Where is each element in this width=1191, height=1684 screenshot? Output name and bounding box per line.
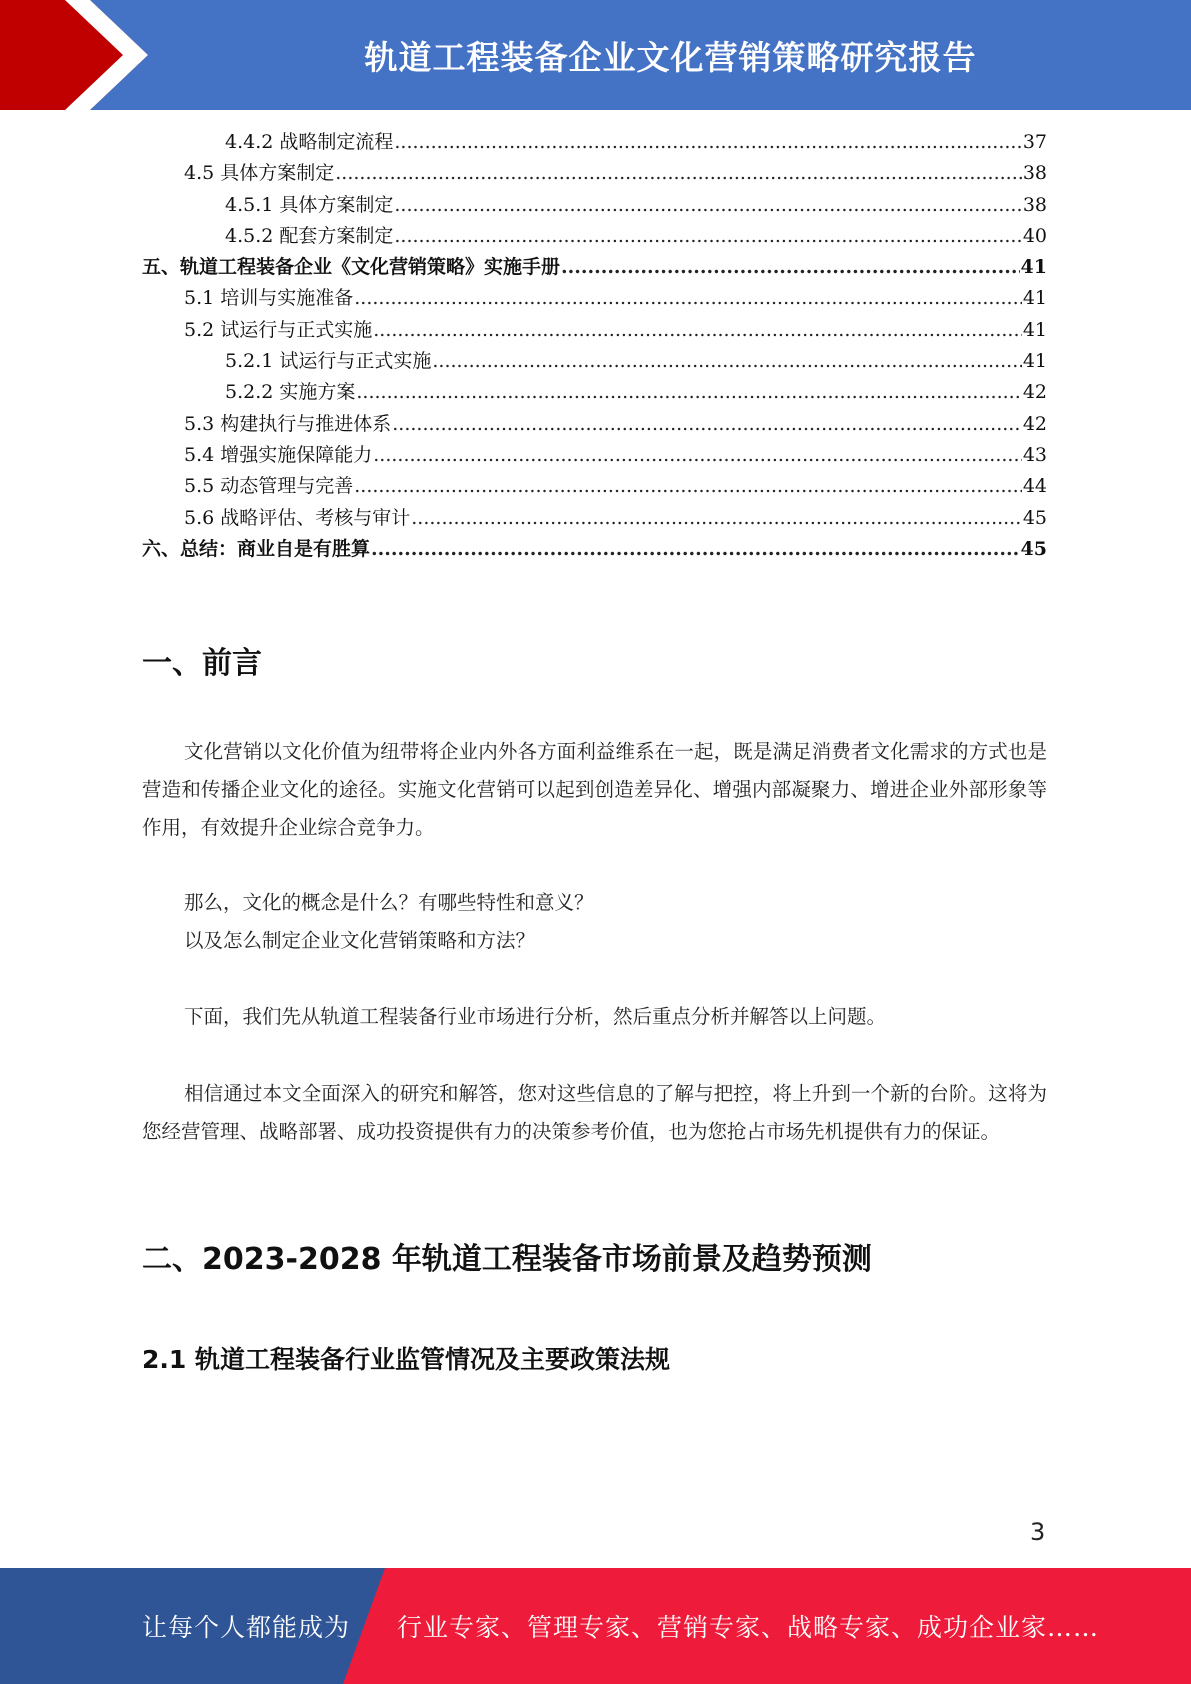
toc-entry[interactable] xyxy=(142,190,1047,221)
subsection-heading-regulation: 2.1 轨道工程装备行业监管情况及主要政策法规 xyxy=(142,1345,670,1374)
footer-slogan-right: 行业专家、管理专家、营销专家、战略专家、成功企业家…… xyxy=(397,1613,1100,1642)
toc-entry-page: 44 xyxy=(1022,475,1047,498)
toc-entry-page: 42 xyxy=(1022,381,1047,404)
toc-dot-leader xyxy=(561,256,1020,278)
table-of-contents xyxy=(142,127,1047,565)
preface-question-1: 那么，文化的概念是什么？有哪些特性和意义？ xyxy=(184,891,594,914)
toc-entry[interactable] xyxy=(142,283,1047,314)
toc-entry-page: 38 xyxy=(1022,193,1047,216)
toc-entry-label: 5.1 培训与实施准备 xyxy=(184,287,354,310)
toc-entry-page: 45 xyxy=(1020,537,1047,560)
toc-entry[interactable] xyxy=(142,440,1047,471)
toc-dot-leader xyxy=(373,444,1022,466)
section-heading-preface: 一、前言 xyxy=(142,646,262,681)
toc-entry-label: 4.4.2 战略制定流程 xyxy=(225,131,394,153)
toc-entry[interactable] xyxy=(142,127,1047,158)
toc-entry[interactable] xyxy=(142,534,1047,565)
toc-entry-label: 4.5.1 具体方案制定 xyxy=(225,193,394,216)
toc-entry-page: 37 xyxy=(1022,131,1047,153)
toc-dot-leader xyxy=(392,413,1022,435)
toc-dot-leader xyxy=(354,287,1022,309)
toc-entry-page: 41 xyxy=(1022,350,1047,373)
toc-entry-page: 41 xyxy=(1022,318,1047,341)
toc-dot-leader xyxy=(411,507,1022,529)
page-footer xyxy=(0,1568,1191,1684)
toc-entry-page: 38 xyxy=(1022,162,1047,185)
page-header xyxy=(0,0,1191,110)
toc-entry[interactable] xyxy=(142,346,1047,377)
toc-entry[interactable] xyxy=(142,252,1047,283)
toc-dot-leader xyxy=(371,538,1020,560)
toc-entry[interactable] xyxy=(142,377,1047,408)
toc-entry-label: 5.4 增强实施保障能力 xyxy=(184,443,373,466)
toc-entry-label: 5.3 构建执行与推进体系 xyxy=(184,412,392,435)
toc-entry-page: 42 xyxy=(1022,412,1047,435)
preface-paragraph-3: 相信通过本文全面深入的研究和解答，您对这些信息的了解与把控，将上升到一个新的台阶。这将为您经营管理、战略部署、成功投资提供有力的决策参考价值，也为您抢占市场先机提供有力的保证。 xyxy=(142,1082,1047,1143)
toc-entry-label: 4.5 具体方案制定 xyxy=(184,162,335,185)
toc-entry[interactable] xyxy=(142,409,1047,440)
toc-entry[interactable] xyxy=(142,471,1047,502)
preface-paragraph-2: 下面，我们先从轨道工程装备行业市场进行分析，然后重点分析并解答以上问题。 xyxy=(184,1005,887,1028)
toc-dot-leader xyxy=(335,162,1022,184)
toc-dot-leader xyxy=(354,475,1022,497)
toc-dot-leader xyxy=(394,225,1021,247)
toc-entry-page: 40 xyxy=(1022,224,1047,247)
toc-entry-label: 六、总结：商业自是有胜算 xyxy=(142,537,371,560)
toc-dot-leader xyxy=(394,131,1021,153)
preface-paragraph-1: 文化营销以文化价值为纽带将企业内外各方面利益维系在一起，既是满足消费者文化需求的方式也是营造和传播企业文化的途径。实施文化营销可以起到创造差异化、增强内部凝聚力、增进企业外部形象等作用，有效提升企业综合竞争力。 xyxy=(142,740,1047,839)
toc-entry-label: 5.2 试运行与正式实施 xyxy=(184,318,373,341)
toc-entry-label: 5.2.2 实施方案 xyxy=(225,381,356,404)
toc-dot-leader xyxy=(356,381,1021,403)
section-heading-market-forecast: 二、2023-2028 年轨道工程装备市场前景及趋势预测 xyxy=(142,1242,872,1277)
toc-entry-label: 五、轨道工程装备企业《文化营销策略》实施手册 xyxy=(142,256,561,279)
toc-entry-label: 5.6 战略评估、考核与审计 xyxy=(184,506,411,529)
toc-entry-page: 43 xyxy=(1022,443,1047,466)
toc-dot-leader xyxy=(432,350,1021,372)
toc-entry-label: 5.2.1 试运行与正式实施 xyxy=(225,350,432,373)
toc-entry[interactable] xyxy=(142,221,1047,252)
toc-entry-label: 5.5 动态管理与完善 xyxy=(184,475,354,498)
header-title: 轨道工程装备企业文化营销策略研究报告 xyxy=(364,37,977,77)
toc-dot-leader xyxy=(394,194,1021,216)
preface-question-2: 以及怎么制定企业文化营销策略和方法？ xyxy=(184,929,536,952)
toc-entry-label: 4.5.2 配套方案制定 xyxy=(225,224,394,247)
toc-entry[interactable] xyxy=(142,315,1047,346)
toc-entry-page: 41 xyxy=(1020,256,1047,279)
toc-entry[interactable] xyxy=(142,503,1047,534)
toc-entry-page: 45 xyxy=(1022,506,1047,529)
page-number: 3 xyxy=(1030,1518,1046,1546)
toc-entry[interactable] xyxy=(142,158,1047,189)
toc-dot-leader xyxy=(373,319,1022,341)
toc-entry-page: 41 xyxy=(1022,287,1047,310)
footer-slogan-left: 让每个人都能成为 xyxy=(142,1613,351,1642)
